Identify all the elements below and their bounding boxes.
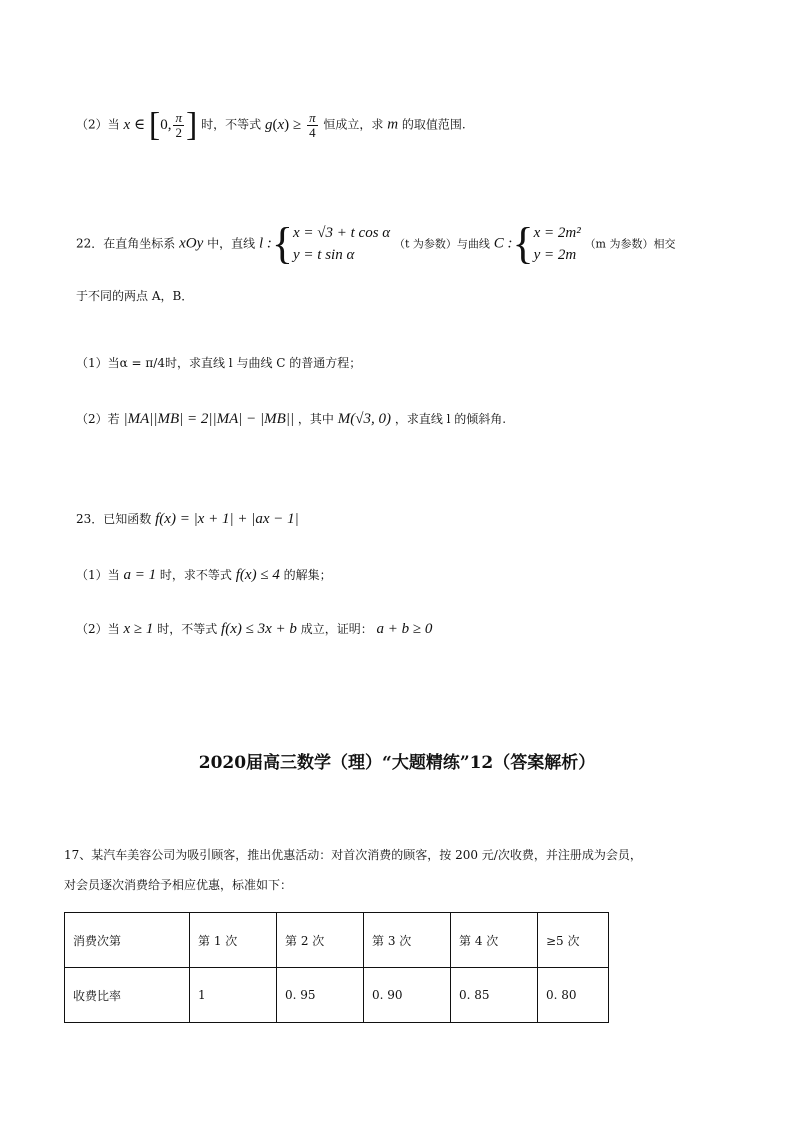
table-cell: 0. 80 xyxy=(538,968,609,1023)
q21-part2-label: （2）当 xyxy=(76,117,120,132)
q22-part2-text-b: ，其中 xyxy=(297,412,334,426)
table-cell: 收费比率 xyxy=(65,968,190,1023)
q22-curve-eq1: x = 2m² xyxy=(533,225,581,241)
q23-part1-text-c: 的解集； xyxy=(283,568,332,582)
q22-line-system xyxy=(293,222,390,266)
q22-part2-equation: |MA||MB| = 2||MA| − |MB|| xyxy=(123,411,295,427)
q22-line-eq1: x = √3 + t cos α xyxy=(293,225,391,241)
table-cell: 第 3 次 xyxy=(364,913,451,968)
q23-part2 xyxy=(76,620,432,638)
q22-param-t: （t 为参数）与曲线 xyxy=(394,237,490,251)
q22-number: 22． xyxy=(76,236,104,251)
table-cell: 第 4 次 xyxy=(451,913,538,968)
q23-part1-inequality: f(x) ≤ 4 xyxy=(235,567,280,583)
q21-suffix-text: 恒成立，求 xyxy=(323,117,384,132)
table-cell: 0. 85 xyxy=(451,968,538,1023)
q22-curve-system xyxy=(534,222,581,266)
q22-stem: 22．在直角坐标系 xOy 中，直线 l :{ x = √3 + t cos α y = t sin α （t 为参数）与曲线 C :{ x = 2m² y = 2m （m 为参数）相交 xyxy=(76,219,676,268)
q17-line2: 对会员逐次消费给予相应优惠，标准如下： xyxy=(64,878,293,892)
q23-part2-text-c: 成立，证明： xyxy=(300,622,373,636)
q22-point-m: M(√3, 0) xyxy=(337,411,391,427)
q22-part2-label: （2）若 xyxy=(76,412,120,426)
q22-part2 xyxy=(76,410,506,428)
q23-part2-inequality: f(x) ≤ 3x + b xyxy=(221,621,297,637)
q21-mid-text: 时，不等式 xyxy=(201,117,262,132)
table-cell: 消费次第 xyxy=(65,913,190,968)
q23-part1-text-b: 时，求不等式 xyxy=(159,568,232,582)
q23-part2-label: （2）当 xyxy=(76,622,120,636)
q21-part2 xyxy=(76,108,466,142)
q22-param-m: （m 为参数）相交 xyxy=(584,237,676,251)
fee-rate-table xyxy=(64,912,609,1023)
q23-part1 xyxy=(76,566,332,584)
table-row xyxy=(65,968,609,1023)
q23-function: f(x) = |x + 1| + |ax − 1| xyxy=(155,511,299,527)
q23-part2-text-b: 时，不等式 xyxy=(157,622,218,636)
q23-part2-condition: x ≥ 1 xyxy=(123,621,154,637)
q22-line-name: l : xyxy=(258,235,272,252)
table-cell: 第 2 次 xyxy=(277,913,364,968)
q22-curve-name: C : xyxy=(493,235,513,252)
q21-interval: x ∈ [0, $\frac{\pi}{2}$ ] xyxy=(123,106,198,143)
q17-line1: 17、某汽车美容公司为吸引顾客，推出优惠活动：对首次消费的顾客，按 200 元/次收费，并注册成为会员， xyxy=(64,848,642,862)
q21-inequality: g(x) ≥ $\frac{\pi}{4}$ xyxy=(265,109,316,140)
q22-xoy: xOy xyxy=(179,235,204,252)
q23-number: 23． xyxy=(76,512,104,526)
q23-stem xyxy=(76,510,299,528)
table-cell: 1 xyxy=(190,968,277,1023)
q22-part2-text-c: ，求直线 l 的倾斜角. xyxy=(394,412,507,426)
q23-intro: 已知函数 xyxy=(103,512,152,526)
q22-text-zhong: 中，直线 xyxy=(207,236,256,251)
answer-section-title: 2020届高三数学（理）“大题精练”12（答案解析） xyxy=(198,753,596,773)
table-cell: ≥5 次 xyxy=(538,913,609,968)
table-cell: 第 1 次 xyxy=(190,913,277,968)
q23-part2-conclusion: a + b ≥ 0 xyxy=(376,621,433,637)
q23-part1-label: （1）当 xyxy=(76,568,120,582)
table-cell: 0. 90 xyxy=(364,968,451,1023)
q23-part1-condition: a = 1 xyxy=(123,567,157,583)
q22-line-eq2: y = t sin α xyxy=(293,247,355,263)
q22-line2: 于不同的两点 A，B． xyxy=(76,289,194,303)
q22-intro: 在直角坐标系 xyxy=(103,236,176,251)
table-cell: 0. 95 xyxy=(277,968,364,1023)
q21-var-m: m xyxy=(387,116,399,133)
q21-end-text: 的取值范围. xyxy=(401,117,466,132)
table-header-row xyxy=(65,913,609,968)
q22-part1: （1）当α = π/4时，求直线 l 与曲线 C 的普通方程； xyxy=(76,356,362,370)
q22-curve-eq2: y = 2m xyxy=(533,247,577,263)
